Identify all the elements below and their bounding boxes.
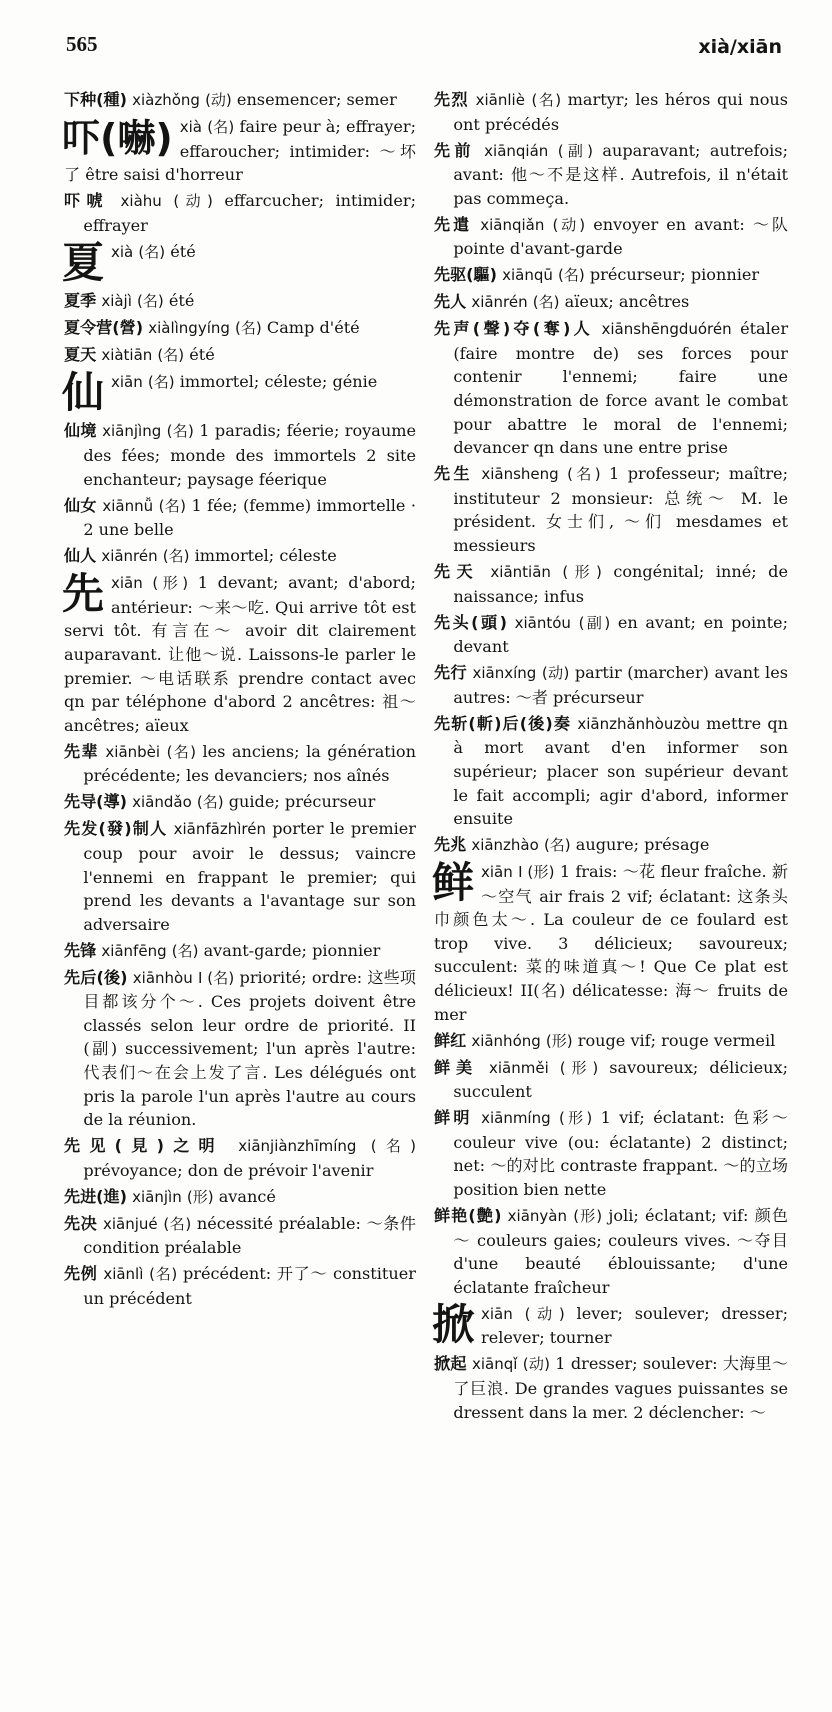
head-character-entry xyxy=(432,1299,788,1350)
dictionary-entry xyxy=(64,343,416,368)
dictionary-entry xyxy=(434,263,788,288)
entry-definition: immortel; céleste; génie xyxy=(179,372,378,392)
dictionary-entry xyxy=(64,1212,416,1260)
entry-definition: 1 dresser; soulever: 大海里～了巨浪. De grandes vagues puissantes se dressent dans la mer. 2 déclencher: ～ xyxy=(453,1354,788,1422)
dictionary-entry xyxy=(64,1185,416,1210)
head-character: 先 xyxy=(62,569,105,619)
entry-definition: 1 devant; avant; d'abord; antérieur: ～来～吃. Qui arrive tôt est servi tôt. 有言在～ avoir dit clairement auparavant. 让他～说. Laissons-le parler le premier. ～电话联系 prendre contact avec qn par téléphone d'abord 2 ancêtres: 祖～ ancêtres; aïeux xyxy=(64,573,416,735)
dictionary-entry xyxy=(434,712,788,831)
head-character: 吓(嚇) xyxy=(62,115,173,160)
entry-pinyin: xiānmíng xyxy=(481,1109,551,1128)
entry-definition: prévoyance; don de prévoir l'avenir xyxy=(83,1160,374,1180)
entry-part-of-speech: (名) xyxy=(207,117,235,136)
entry-definition: mettre qn à mort avant d'en informer son supérieur; placer son supérieur devant le fait accompli; agir d'abord, informer ensuite xyxy=(453,713,788,829)
entry-pinyin: xiānyàn xyxy=(507,1206,567,1225)
entry-pinyin: xiānjiànzhīmíng xyxy=(238,1137,357,1156)
entry-pinyin: xiānjìng xyxy=(102,422,162,441)
entry-part-of-speech: (名) xyxy=(163,1214,192,1233)
entry-pinyin: xiānhóng xyxy=(471,1031,541,1050)
dictionary-entry xyxy=(434,88,788,136)
head-character: 掀 xyxy=(432,1299,475,1349)
entry-part-of-speech: (名) xyxy=(166,742,196,761)
entry-headword: 先兆 xyxy=(434,835,467,855)
entry-definition: partir (marcher) avant les autres: ～者 précurseur xyxy=(453,663,788,707)
entry-pinyin: xiānqiǎn xyxy=(480,215,545,234)
entry-headword: 夏令营(營) xyxy=(64,318,144,338)
entry-part-of-speech: (名) xyxy=(137,292,164,311)
entry-definition: congénital; inné; de naissance; infus xyxy=(453,562,788,606)
head-character-entry xyxy=(64,115,416,187)
entry-part-of-speech: (名) xyxy=(235,319,262,338)
entry-headword: 先人 xyxy=(434,292,467,312)
entry-headword: 掀起 xyxy=(434,1354,467,1374)
running-title: xià/xiān xyxy=(698,36,782,58)
dictionary-entry xyxy=(64,939,416,964)
left-column xyxy=(64,88,416,1313)
dictionary-entry xyxy=(434,1204,788,1299)
entry-part-of-speech: (名) xyxy=(162,547,190,566)
entry-pinyin: xiàtiān xyxy=(101,346,153,365)
entry-definition: priorité; ordre: 这些项目都该分个～. Ces projets doivent être classés selon leur ordre de priorité. II (副) successivement; l'un après l'autre: 代表们～在会上发了言. Les délégués ont pris la parole l'un après l'autre au cours de la réunion. xyxy=(83,967,416,1130)
entry-definition: faire peur à; effrayer; effaroucher; intimider: ～坏了 être saisi d'horreur xyxy=(64,116,416,185)
entry-headword: 下种(種) xyxy=(64,90,127,109)
entry-headword: 先辈 xyxy=(64,741,99,761)
entry-definition: 1 vif; éclatant: 色彩～ couleur vive (ou: éclatante) 2 distinct; net: ～的对比 contraste frappant. ～的立场 position bien nette xyxy=(453,1108,788,1199)
entry-pinyin: xià xyxy=(111,242,134,261)
entry-definition: 1 professeur; maître; instituteur 2 monsieur: 总统～ M. le président. 女士们, ～们 mesdames et messieurs xyxy=(453,464,788,556)
entry-definition: en avant; en pointe; devant xyxy=(453,612,788,657)
entry-headword: 先导(導) xyxy=(64,792,127,812)
entry-part-of-speech: (形) xyxy=(559,1109,593,1128)
entry-part-of-speech: (名) xyxy=(138,242,166,261)
entry-headword: 先声(聲)夺(奪)人 xyxy=(434,319,594,339)
entry-headword: 先锋 xyxy=(64,940,97,960)
entry-headword: 鲜艳(艶) xyxy=(434,1205,502,1225)
page-number: 565 xyxy=(66,32,98,56)
dictionary-entry xyxy=(434,1106,788,1201)
dictionary-entry xyxy=(434,1056,788,1104)
entry-part-of-speech: (形) xyxy=(152,574,189,593)
entry-definition: Camp d'été xyxy=(266,318,360,338)
entry-headword: 先生 xyxy=(434,464,473,484)
entry-pinyin: xiàlìngyíng xyxy=(148,319,230,338)
entry-definition: ensemencer; semer xyxy=(236,90,397,109)
head-character: 鲜 xyxy=(432,858,475,908)
entry-part-of-speech: (名) xyxy=(532,293,560,312)
entry-pinyin: xiāntiān xyxy=(490,563,551,582)
entry-pinyin: xiān xyxy=(481,1304,513,1323)
entry-headword: 先遣 xyxy=(434,214,473,234)
entry-definition: effarcucher; intimider; effrayer xyxy=(83,191,416,235)
entry-pinyin: xiānjué xyxy=(103,1214,158,1233)
entry-definition: augure; présage xyxy=(575,835,710,855)
entry-part-of-speech: (动) xyxy=(552,215,586,234)
entry-headword: 先头(頭) xyxy=(434,612,507,632)
entry-headword: 先发(發)制人 xyxy=(64,819,168,839)
dictionary-entry xyxy=(434,290,788,315)
entry-headword: 先决 xyxy=(64,1213,98,1233)
entry-pinyin: xiānfāzhìrén xyxy=(173,820,266,839)
entry-definition: étaler (faire montre de) ses forces pour contenir l'ennemi; faire une démonstration de force avant le combat pour abattre le moral de l'ennemi; devancer qn dans une entre prise xyxy=(453,319,789,458)
entry-definition: été xyxy=(168,291,195,311)
entry-pinyin: xiàjì xyxy=(101,292,132,311)
entry-pinyin: xiānjìn xyxy=(132,1187,182,1206)
entry-headword: 先见(見)之明 xyxy=(64,1136,224,1156)
entry-headword: 夏季 xyxy=(64,291,97,311)
entry-definition: porter le premier coup pour avoir le dessus; vaincre l'ennemi en frappant le premier; qui prend les devants a l'avantage sur son adversaire xyxy=(83,819,416,934)
entry-part-of-speech: (名) xyxy=(157,346,185,365)
dictionary-entry xyxy=(434,1029,788,1054)
dictionary-entry xyxy=(64,1262,416,1310)
entry-definition: précédent: 开了～ constituer un précédent xyxy=(83,1264,416,1308)
entry-definition: aïeux; ancêtres xyxy=(564,292,690,312)
head-character-entry xyxy=(434,860,788,1026)
entry-headword: 先行 xyxy=(434,663,467,683)
entry-part-of-speech: (名) xyxy=(166,422,194,441)
entry-headword: 鲜明 xyxy=(434,1108,473,1128)
entry-part-of-speech: (名) xyxy=(171,941,199,960)
dictionary-entry xyxy=(64,966,416,1132)
entry-part-of-speech: (副) xyxy=(557,141,593,160)
entry-pinyin: xiānshēngduórén xyxy=(601,320,732,339)
entry-headword: 先驱(驅) xyxy=(434,265,497,285)
entry-definition: nécessité préalable: ～条件 condition préalable xyxy=(83,1213,416,1258)
dictionary-entry xyxy=(434,317,788,460)
entry-pinyin: xiānbèi xyxy=(105,742,161,761)
entry-part-of-speech: (动) xyxy=(541,664,570,683)
entry-headword: 先斩(斬)后(後)奏 xyxy=(434,713,572,733)
dictionary-entry xyxy=(434,661,788,709)
entry-pinyin: xiānliè xyxy=(475,91,525,109)
entry-definition: lever; soulever; dresser; relever; tourner xyxy=(481,1303,788,1348)
entry-definition: 1 fée; (femme) immortelle · 2 une belle xyxy=(83,495,416,540)
entry-pinyin: xiānlì xyxy=(103,1265,144,1284)
entry-definition: les anciens; la génération précédente; les devanciers; nos aînés xyxy=(83,741,416,786)
entry-pinyin: xià xyxy=(179,117,202,136)
head-character-entry xyxy=(64,571,416,737)
entry-part-of-speech: (动) xyxy=(205,91,232,109)
entry-pinyin: xiān xyxy=(481,863,513,882)
entry-pinyin: xiāndǎo xyxy=(132,793,192,812)
entry-part-of-speech: (动) xyxy=(522,1355,550,1374)
entry-definition: auparavant; autrefois; avant: 他～不是这样. Autrefois, il n'était pas commeça. xyxy=(453,140,788,208)
entry-pinyin: xiānměi xyxy=(488,1058,549,1077)
entry-part-of-speech: (形) xyxy=(562,563,602,582)
entry-definition: joli; éclatant; vif: 颜色～ couleurs gaies; couleurs vives. ～夺目 d'une beauté éblouissante; d'une éclatante fraîcheur xyxy=(453,1205,788,1297)
entry-part-of-speech: (名) xyxy=(543,836,571,855)
entry-part-of-speech: (名) xyxy=(567,465,601,484)
dictionary-entry xyxy=(64,1134,416,1182)
entry-pinyin: xiàhu xyxy=(120,192,162,211)
dictionary-entry xyxy=(64,544,416,569)
entry-headword: 先前 xyxy=(434,140,475,160)
entry-definition: précurseur; pionnier xyxy=(589,265,760,285)
entry-definition: avancé xyxy=(218,1186,276,1206)
entry-part-of-speech: (动) xyxy=(524,1304,565,1323)
right-column xyxy=(434,88,788,1426)
entry-headword: 先后(後) xyxy=(64,967,128,987)
entry-headword: 鲜红 xyxy=(434,1030,467,1050)
entry-headword: 仙人 xyxy=(64,546,97,566)
dictionary-entry xyxy=(64,817,416,936)
entry-part-of-speech: (名) xyxy=(158,496,186,515)
entry-headword: 先烈 xyxy=(434,90,470,109)
head-character-entry xyxy=(64,370,416,417)
dictionary-entry xyxy=(64,494,416,542)
entry-pinyin: xiān xyxy=(111,373,143,392)
entry-part-of-speech: (名) xyxy=(531,91,562,109)
entry-definition: été xyxy=(170,241,196,261)
entry-part-of-speech: (形) xyxy=(186,1187,214,1206)
entry-part-of-speech: I (形) xyxy=(518,863,555,882)
dictionary-entry xyxy=(434,213,788,261)
head-character: 夏 xyxy=(62,237,105,287)
entry-pinyin: xiānqū xyxy=(502,266,553,285)
dictionary-entry xyxy=(64,419,416,491)
entry-pinyin: xiānrén xyxy=(471,293,528,312)
entry-pinyin: xiānhòu xyxy=(132,968,193,987)
entry-part-of-speech: (名) xyxy=(149,1265,178,1284)
entry-part-of-speech: (形) xyxy=(559,1058,599,1077)
dictionary-entry xyxy=(434,560,788,608)
entry-pinyin: xiānfēng xyxy=(101,941,167,960)
entry-headword: 先天 xyxy=(434,562,479,582)
dictionary-entry xyxy=(64,740,416,788)
entry-headword: 先进(進) xyxy=(64,1186,127,1206)
entry-part-of-speech: (形) xyxy=(573,1206,603,1225)
entry-part-of-speech: (名) xyxy=(370,1137,416,1156)
entry-pinyin: xiāntóu xyxy=(514,613,571,632)
entry-part-of-speech: (动) xyxy=(173,192,213,211)
entry-pinyin: xiānqián xyxy=(484,141,549,160)
entry-definition: savoureux; délicieux; succulent xyxy=(453,1057,789,1102)
entry-part-of-speech: (名) xyxy=(196,793,224,812)
entry-pinyin: xiānsheng xyxy=(481,465,559,484)
dictionary-entry xyxy=(434,462,788,557)
entry-headword: 夏天 xyxy=(64,345,97,365)
entry-definition: 1 paradis; féerie; royaume des fées; monde des immortels 2 site enchanteur; paysage féerique xyxy=(83,421,416,489)
entry-pinyin: xiān xyxy=(111,574,143,593)
entry-definition: été xyxy=(189,345,215,365)
entry-headword: 鲜美 xyxy=(434,1057,478,1077)
entry-headword: 先例 xyxy=(64,1264,98,1284)
entry-part-of-speech: (副) xyxy=(578,613,611,632)
dictionary-entry xyxy=(64,316,416,341)
entry-pinyin: xiānqǐ xyxy=(471,1355,518,1374)
entry-headword: 吓唬 xyxy=(64,191,109,211)
dictionary-entry xyxy=(434,611,788,659)
entry-definition: immortel; céleste xyxy=(194,546,337,566)
head-character: 仙 xyxy=(62,368,105,418)
entry-part-of-speech: I (名) xyxy=(197,968,235,987)
entry-definition: martyr; les héros qui nous ont précédés xyxy=(453,90,789,134)
dictionary-entry xyxy=(64,189,416,237)
entry-headword: 仙女 xyxy=(64,495,97,515)
entry-definition: avant-garde; pionnier xyxy=(203,940,381,960)
dictionary-entry xyxy=(64,289,416,314)
entry-pinyin: xiàzhǒng xyxy=(132,91,200,109)
entry-definition: 1 frais: ～花 fleur fraîche. 新～空气 air frais 2 vif; éclatant: 这条头巾颜色太～. La couleur de ce foulard est trop vive. 3 délicieux; savoureux; succulent: 菜的味道真～! Que Ce plat est délicieux! II(名) délicatesse: 海～ fruits de mer xyxy=(434,862,788,1024)
dictionary-entry xyxy=(64,88,416,113)
entry-part-of-speech: (形) xyxy=(545,1031,573,1050)
entry-pinyin: xiānxíng xyxy=(472,664,537,683)
entry-pinyin: xiānzhào xyxy=(471,836,539,855)
head-character-entry xyxy=(62,237,416,287)
dictionary-entry xyxy=(434,139,788,211)
entry-pinyin: xiānrén xyxy=(101,547,158,566)
entry-headword: 仙境 xyxy=(64,421,97,441)
entry-part-of-speech: (名) xyxy=(558,266,585,285)
dictionary-entry xyxy=(434,833,788,858)
entry-definition: rouge vif; rouge vermeil xyxy=(577,1030,776,1050)
entry-part-of-speech: (名) xyxy=(147,373,175,392)
entry-pinyin: xiānnǚ xyxy=(102,496,154,515)
entry-definition: guide; précurseur xyxy=(228,792,376,812)
entry-pinyin: xiānzhǎnhòuzòu xyxy=(577,714,700,733)
dictionary-entry xyxy=(434,1352,788,1424)
entry-definition: envoyer en avant: ～队 pointe d'avant-garde xyxy=(453,214,788,259)
dictionary-entry xyxy=(64,790,416,815)
